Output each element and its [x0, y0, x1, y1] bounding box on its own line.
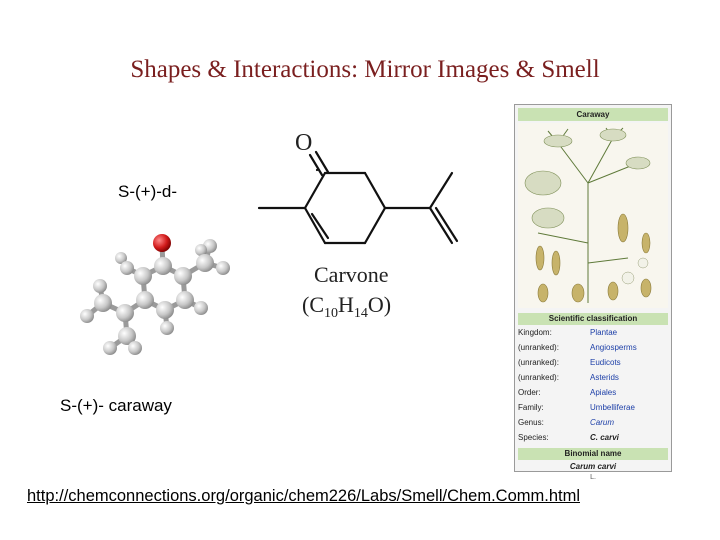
formula-h-count: 14: [353, 306, 368, 321]
binomial-author: L.: [590, 474, 596, 481]
oxygen-atom: [153, 234, 171, 252]
binomial-name-header: Binomial name: [518, 448, 668, 460]
caraway-botanical-illustration: [518, 123, 668, 308]
taxonomy-key: (unranked):: [518, 358, 559, 367]
taxonomy-key: (unranked):: [518, 373, 559, 382]
taxonomy-value-link[interactable]: Angiosperms: [590, 343, 637, 352]
taxonomy-key: Family:: [518, 403, 544, 412]
source-url-link[interactable]: http://chemconnections.org/organic/chem226/Labs/Smell/Chem.Comm.html: [27, 487, 580, 505]
taxonomy-value-link[interactable]: Apiales: [590, 388, 617, 397]
taxonomy-key: Species:: [518, 433, 549, 442]
taxonomy-key: (unranked):: [518, 343, 559, 352]
slide-title: Shapes & Interactions: Mirror Images & Smell: [130, 56, 600, 83]
taxonomy-value-link[interactable]: Carum: [590, 418, 615, 427]
caraway-label: S-(+)- caraway: [60, 396, 172, 415]
binomial-name: Carum carvi: [569, 462, 617, 471]
enantiomer-label: S-(+)-d-: [118, 182, 178, 201]
taxonomy-key: Kingdom:: [518, 328, 552, 337]
taxonomy-row: [518, 385, 668, 400]
taxonomy-row: [518, 370, 668, 385]
carvone-formula: [302, 292, 391, 322]
taxonomy-key: Order:: [518, 388, 541, 397]
taxonomy-value: C. carvi: [590, 433, 619, 442]
formula-h: H: [338, 292, 354, 317]
formula-c-count: 10: [324, 306, 338, 321]
taxonomy-row: [518, 430, 668, 445]
taxonomy-row: [518, 400, 668, 415]
infobox-title: Caraway: [518, 108, 668, 121]
taxonomy-row: [518, 325, 668, 340]
caraway-infobox: [514, 104, 672, 481]
formula-c: (C: [302, 292, 324, 317]
oxygen-label: O: [295, 130, 313, 156]
atoms: [80, 239, 230, 355]
taxonomy-row: [518, 355, 668, 370]
carvone-name: Carvone: [314, 262, 389, 287]
taxonomy-key: Genus:: [518, 418, 544, 427]
scientific-classification-header: Scientific classification: [518, 313, 668, 325]
taxonomy-row: [518, 415, 668, 430]
taxonomy-value-link[interactable]: Plantae: [590, 328, 618, 337]
taxonomy-value-link[interactable]: Asterids: [590, 373, 619, 382]
taxonomy-value-link[interactable]: Umbelliferae: [590, 403, 635, 412]
taxonomy-value-link[interactable]: Eudicots: [590, 358, 621, 367]
carvone-3d-model: [75, 228, 245, 363]
formula-o: O): [367, 292, 392, 317]
taxonomy-row: [518, 340, 668, 355]
